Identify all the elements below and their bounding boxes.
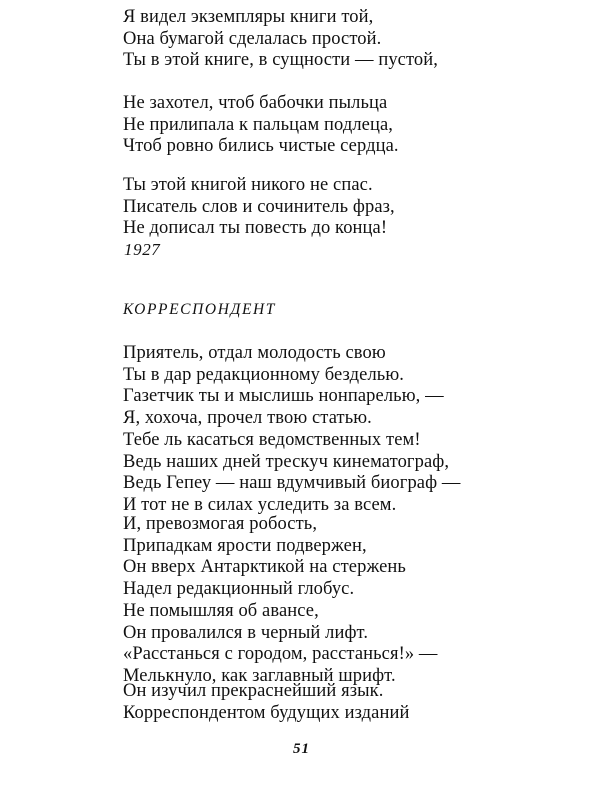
poem-line: Корреспондентом будущих изданий — [123, 702, 410, 723]
poem-line: Ведь наших дней трескуч кинематограф, — [123, 451, 450, 472]
poem-line: Не помышляя об авансе, — [123, 600, 319, 621]
poem-line: Я, хохоча, прочел твою статью. — [123, 408, 372, 429]
poem-line: Надел редакционный глобус. — [123, 579, 355, 600]
poem-line: Ведь Гепеу — наш вдумчивый биограф — — [123, 473, 461, 494]
poem-line: Я видел экземпляры книги той, — [123, 7, 374, 27]
poem-line: Припадкам ярости подвержен, — [123, 535, 367, 556]
poem-title: КОРРЕСПОНДЕНТ — [123, 301, 277, 318]
poem-line: Газетчик ты и мыслишь нонпарелью, — — [123, 386, 444, 407]
poem-line: «Расстанься с городом, расстанься!» — — [123, 644, 438, 665]
poem2-stanza-1 — [123, 343, 461, 517]
page-number: 51 — [293, 741, 310, 757]
poem-line: Она бумагой сделалась простой. — [123, 28, 382, 49]
poem-line: Он изучил прекраснейший язык. — [123, 681, 384, 701]
poem-line: Приятель, отдал молодость свою — [123, 343, 386, 363]
poem-line: Ты этой книгой никого не спас. — [123, 175, 373, 195]
poem1-stanza-2 — [123, 93, 399, 158]
poem-line: Ты в дар редакционному безделью. — [123, 364, 404, 385]
poem-line: Чтоб ровно бились чистые сердца. — [123, 136, 399, 157]
poem1-stanza-1 — [123, 7, 438, 72]
poem-line: Тебе ль касаться ведомственных тем! — [123, 429, 421, 450]
poem-line: Не дописал ты повесть до конца! — [123, 218, 388, 239]
poem1-stanza-3 — [123, 175, 395, 240]
poem-line: И, превозмогая робость, — [123, 514, 318, 534]
poem2-stanza-3 — [123, 681, 409, 724]
poem-line: Он вверх Антарктикой на стержень — [123, 557, 406, 578]
poem-line: Ты в этой книге, в сущности — пустой, — [123, 50, 439, 71]
poem2-stanza-2 — [123, 514, 438, 688]
poem-line: Мелькнуло, как заглавный шрифт. — [123, 665, 396, 686]
poem-date: 1927 — [124, 240, 161, 259]
poem-line: Не захотел, чтоб бабочки пыльца — [123, 93, 388, 113]
poem-line: И тот не в силах уследить за всем. — [123, 494, 397, 515]
poem-line: Он провалился в черный лифт. — [123, 622, 369, 643]
poem-line: Не прилипала к пальцам подлеца, — [123, 114, 394, 135]
poem-line: Писатель слов и сочинитель фраз, — [123, 196, 395, 217]
